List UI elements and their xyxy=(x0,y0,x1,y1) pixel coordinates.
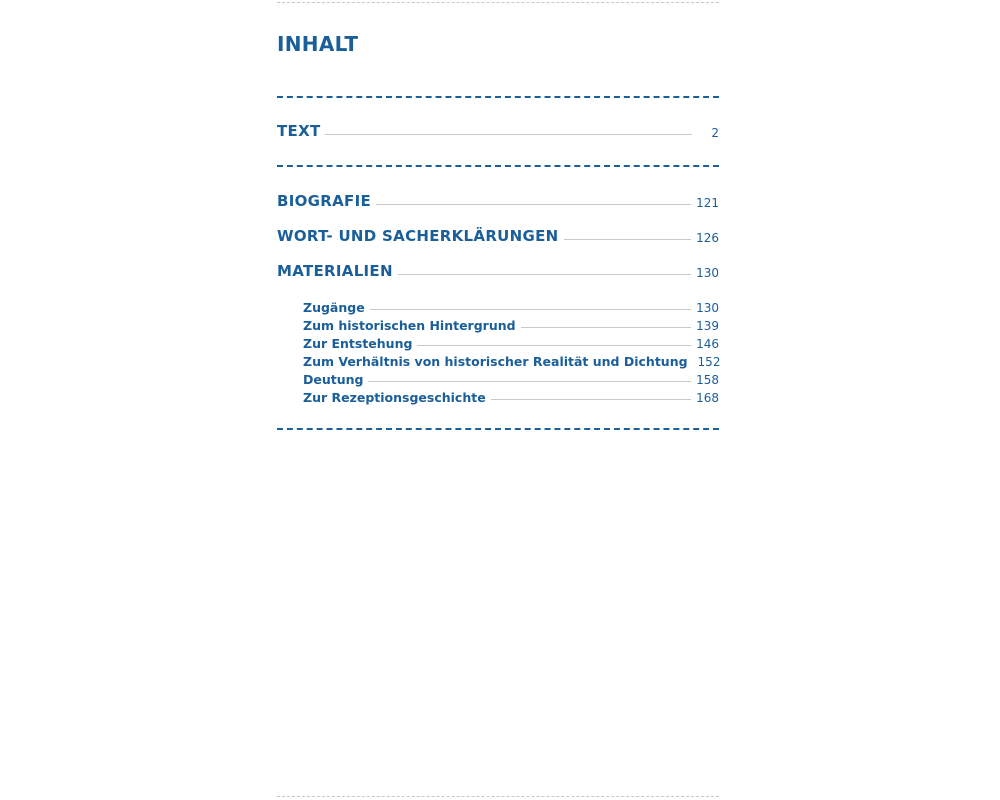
toc-entry-label: TEXT xyxy=(277,122,321,140)
bottom-divider xyxy=(277,796,719,797)
divider xyxy=(277,428,719,430)
toc-entry-page: 126 xyxy=(696,231,719,245)
leader-line xyxy=(325,134,692,135)
toc-entry-page: 121 xyxy=(696,196,719,210)
leader-line xyxy=(491,399,691,400)
toc-entry-text[interactable] xyxy=(277,122,719,140)
leader-line xyxy=(398,274,691,275)
toc-subentry-page: 146 xyxy=(696,337,719,351)
toc-subentry[interactable] xyxy=(303,318,719,333)
leader-line xyxy=(521,327,692,328)
toc-subentry-label: Zur Rezeptionsgeschichte xyxy=(303,390,486,405)
toc-entry-page: 130 xyxy=(696,266,719,280)
toc-subentry-label: Zum Verhältnis von historischer Realität und Dichtung xyxy=(303,354,688,369)
toc-subentry-label: Zur Entstehung xyxy=(303,336,413,351)
toc-entry-page: 2 xyxy=(711,126,719,140)
divider xyxy=(277,165,719,167)
leader-line xyxy=(368,381,691,382)
toc-subentry-page: 139 xyxy=(696,319,719,333)
toc-subentry-page: 152 xyxy=(697,355,721,369)
toc-subentry[interactable] xyxy=(303,354,719,369)
toc-subentry-page: 168 xyxy=(696,391,719,405)
toc-subentry-label: Zum historischen Hintergrund xyxy=(303,318,516,333)
toc-entry-label: MATERIALIEN xyxy=(277,262,393,280)
toc-subentry[interactable] xyxy=(303,372,719,387)
top-divider xyxy=(277,2,719,3)
toc-subentry-page: 130 xyxy=(696,301,719,315)
toc-subentry[interactable] xyxy=(303,336,719,351)
toc-subentry[interactable] xyxy=(303,390,719,405)
leader-line xyxy=(376,204,691,205)
leader-line xyxy=(564,239,692,240)
leader-line xyxy=(417,345,691,346)
toc-entry-label: WORT- UND SACHERKLÄRUNGEN xyxy=(277,227,559,245)
page-title: INHALT xyxy=(277,32,359,56)
toc-page xyxy=(277,0,719,800)
toc-entry-biografie[interactable] xyxy=(277,192,719,210)
toc-subentry-page: 158 xyxy=(696,373,719,387)
toc-entry-materialien[interactable] xyxy=(277,262,719,280)
leader-line xyxy=(370,309,691,310)
toc-subentry-label: Deutung xyxy=(303,372,364,387)
toc-entry-label: BIOGRAFIE xyxy=(277,192,372,210)
toc-subentry-label: Zugänge xyxy=(303,300,365,315)
divider xyxy=(277,96,719,98)
toc-subentry[interactable] xyxy=(303,300,719,315)
toc-entry-wort-und-sacherklaerungen[interactable] xyxy=(277,227,719,245)
